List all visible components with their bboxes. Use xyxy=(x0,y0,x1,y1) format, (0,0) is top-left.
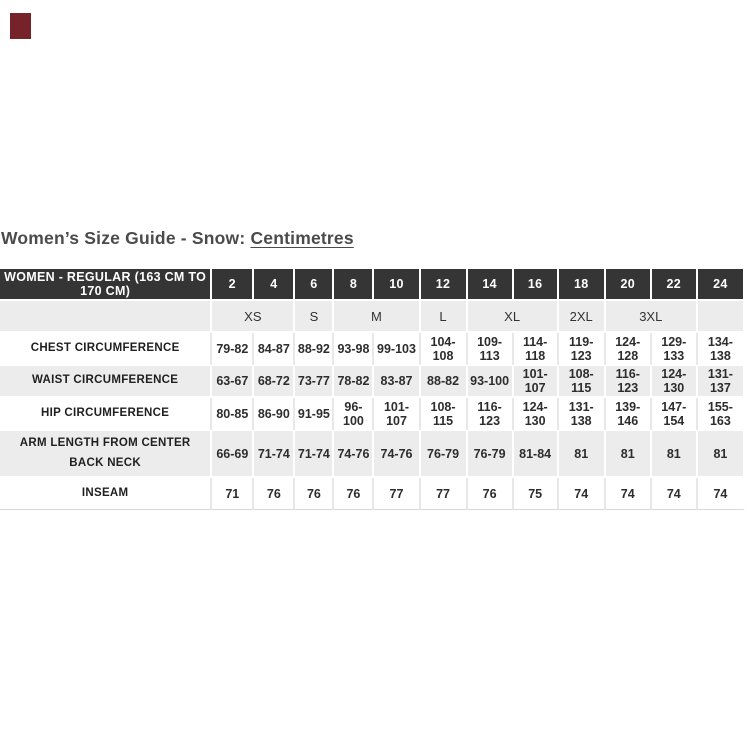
value-cell: 134-138 xyxy=(698,333,745,366)
value-cell: 74 xyxy=(559,478,606,510)
value-cell: 86-90 xyxy=(254,398,295,431)
value-cell: 81-84 xyxy=(514,431,559,478)
header-size-6: 6 xyxy=(295,269,334,301)
size-group-2xl: 2XL xyxy=(559,301,606,333)
size-letters-empty-cell xyxy=(0,301,212,333)
value-cell: 74-76 xyxy=(334,431,374,478)
row-label-arm-length: ARM LENGTH FROM CENTER BACK NECK xyxy=(0,431,212,478)
value-cell: 74 xyxy=(698,478,745,510)
value-cell: 74 xyxy=(606,478,652,510)
value-cell: 99-103 xyxy=(374,333,420,366)
value-cell: 119-123 xyxy=(559,333,606,366)
value-cell: 76 xyxy=(254,478,295,510)
value-cell: 116-123 xyxy=(468,398,514,431)
value-cell: 108-115 xyxy=(421,398,468,431)
value-cell: 129-133 xyxy=(652,333,698,366)
value-cell: 83-87 xyxy=(374,366,420,398)
header-size-8: 8 xyxy=(334,269,374,301)
value-cell: 131-137 xyxy=(698,366,745,398)
header-size-24: 24 xyxy=(698,269,745,301)
value-cell: 84-87 xyxy=(254,333,295,366)
value-cell: 81 xyxy=(652,431,698,478)
value-cell: 76 xyxy=(334,478,374,510)
measurement-row-arm-length xyxy=(0,431,745,478)
size-group-m: M xyxy=(334,301,420,333)
value-cell: 63-67 xyxy=(212,366,254,398)
row-label-hip: HIP CIRCUMFERENCE xyxy=(0,398,212,431)
value-cell: 71-74 xyxy=(254,431,295,478)
page-title-text: Women’s Size Guide - Snow: xyxy=(1,228,251,248)
value-cell: 80-85 xyxy=(212,398,254,431)
value-cell: 124-130 xyxy=(514,398,559,431)
value-cell: 124-130 xyxy=(652,366,698,398)
header-size-18: 18 xyxy=(559,269,606,301)
value-cell: 116-123 xyxy=(606,366,652,398)
table-header-row xyxy=(0,269,745,301)
value-cell: 109-113 xyxy=(468,333,514,366)
measurement-row-inseam xyxy=(0,478,745,510)
value-cell: 139-146 xyxy=(606,398,652,431)
header-size-10: 10 xyxy=(374,269,420,301)
header-size-2: 2 xyxy=(212,269,254,301)
color-swatch[interactable] xyxy=(10,13,31,39)
unit-toggle-link[interactable]: Centimetres xyxy=(250,228,354,248)
value-cell: 73-77 xyxy=(295,366,334,398)
value-cell: 131-138 xyxy=(559,398,606,431)
value-cell: 74 xyxy=(652,478,698,510)
header-size-20: 20 xyxy=(606,269,652,301)
value-cell: 74-76 xyxy=(374,431,420,478)
value-cell: 71-74 xyxy=(295,431,334,478)
size-group-3xl: 3XL xyxy=(606,301,698,333)
value-cell: 81 xyxy=(606,431,652,478)
value-cell: 114-118 xyxy=(514,333,559,366)
measurement-row-chest xyxy=(0,333,745,366)
value-cell: 76 xyxy=(295,478,334,510)
value-cell: 88-92 xyxy=(295,333,334,366)
size-group-l: L xyxy=(421,301,468,333)
value-cell: 101-107 xyxy=(374,398,420,431)
value-cell: 77 xyxy=(374,478,420,510)
value-cell: 96-100 xyxy=(334,398,374,431)
row-label-chest: CHEST CIRCUMFERENCE xyxy=(0,333,212,366)
measurement-row-waist xyxy=(0,366,745,398)
header-size-12: 12 xyxy=(421,269,468,301)
row-label-inseam: INSEAM xyxy=(0,478,212,510)
value-cell: 147-154 xyxy=(652,398,698,431)
value-cell: 101-107 xyxy=(514,366,559,398)
size-group-xl: XL xyxy=(468,301,559,333)
value-cell: 93-100 xyxy=(468,366,514,398)
size-group-xs: XS xyxy=(212,301,295,333)
value-cell: 81 xyxy=(559,431,606,478)
size-group-blank xyxy=(698,301,745,333)
value-cell: 108-115 xyxy=(559,366,606,398)
value-cell: 79-82 xyxy=(212,333,254,366)
value-cell: 76 xyxy=(468,478,514,510)
value-cell: 88-82 xyxy=(421,366,468,398)
measurement-row-hip xyxy=(0,398,745,431)
value-cell: 66-69 xyxy=(212,431,254,478)
row-label-waist: WAIST CIRCUMFERENCE xyxy=(0,366,212,398)
value-cell: 76-79 xyxy=(468,431,514,478)
header-size-4: 4 xyxy=(254,269,295,301)
value-cell: 75 xyxy=(514,478,559,510)
page-title xyxy=(1,228,354,249)
header-size-16: 16 xyxy=(514,269,559,301)
value-cell: 81 xyxy=(698,431,745,478)
size-group-s: S xyxy=(295,301,334,333)
size-letters-row xyxy=(0,301,745,333)
value-cell: 91-95 xyxy=(295,398,334,431)
value-cell: 124-128 xyxy=(606,333,652,366)
value-cell: 71 xyxy=(212,478,254,510)
value-cell: 68-72 xyxy=(254,366,295,398)
value-cell: 104-108 xyxy=(421,333,468,366)
value-cell: 78-82 xyxy=(334,366,374,398)
value-cell: 76-79 xyxy=(421,431,468,478)
header-size-22: 22 xyxy=(652,269,698,301)
value-cell: 155-163 xyxy=(698,398,745,431)
header-size-14: 14 xyxy=(468,269,514,301)
header-category-cell: WOMEN - REGULAR (163 CM TO 170 CM) xyxy=(0,269,212,301)
value-cell: 93-98 xyxy=(334,333,374,366)
size-guide-table xyxy=(0,269,745,510)
value-cell: 77 xyxy=(421,478,468,510)
